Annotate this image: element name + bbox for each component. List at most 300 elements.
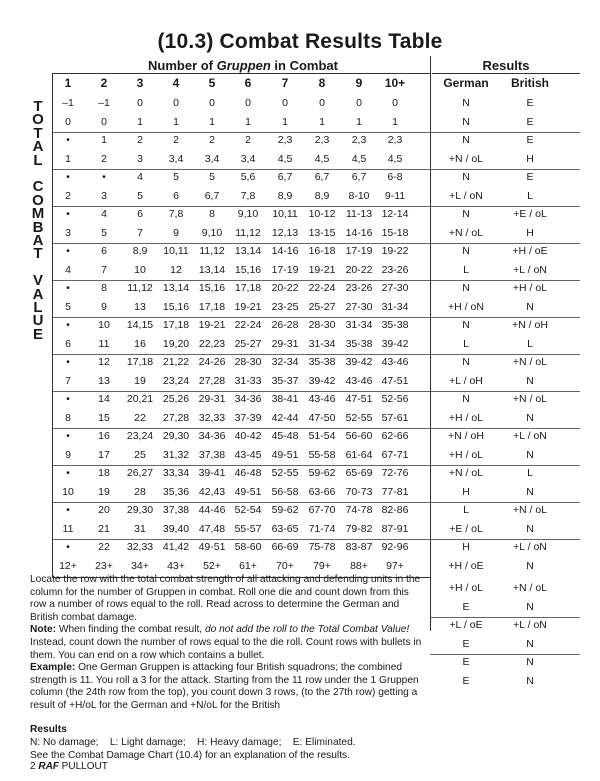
german-result: N	[462, 282, 470, 294]
side-letter: A	[32, 285, 44, 303]
british-result: N	[526, 374, 534, 387]
table-cell: 49-51	[271, 448, 299, 461]
table-cell: 2	[173, 134, 179, 146]
left-border	[52, 73, 53, 577]
instructions	[30, 574, 425, 713]
table-cell: 47-50	[308, 411, 336, 424]
table-cell: 24-26	[198, 356, 226, 368]
table-cell: 8,9	[277, 189, 293, 202]
table-cell: 1	[65, 152, 71, 165]
table-cell: 9,10	[237, 208, 259, 220]
side-letter: V	[32, 272, 43, 290]
table-cell: 61+	[239, 559, 257, 572]
table-cell: 11,12	[127, 282, 153, 294]
table-cell: 15	[98, 411, 110, 424]
british-result: +L / oN	[513, 541, 547, 553]
german-result: +H / oE	[448, 559, 484, 572]
german-result: N	[462, 356, 470, 368]
table-cell: 75-78	[308, 541, 336, 553]
column-number: 6	[244, 76, 252, 90]
table-cell: •	[66, 245, 70, 257]
table-cell: 52-54	[234, 504, 262, 516]
table-cell: 9	[173, 226, 179, 239]
table-cell: 9	[65, 448, 71, 461]
table-cell: 17-19	[271, 263, 299, 276]
german-result: N	[462, 319, 470, 331]
table-cell: 39-41	[198, 467, 226, 479]
table-cell: 5	[101, 226, 107, 239]
british-result: +N / oL	[512, 582, 548, 594]
results-legend	[30, 723, 590, 762]
british-result: +L / oN	[513, 263, 547, 276]
german-result: H	[462, 541, 470, 553]
side-letter: O	[32, 191, 44, 209]
table-cell: 12-14	[381, 208, 409, 220]
results-divider	[430, 56, 431, 631]
german-result: +N / oL	[448, 152, 484, 165]
table-cell: 2,3	[387, 134, 403, 146]
table-cell: 3,4	[168, 152, 184, 165]
table-cell: 0	[319, 97, 325, 109]
table-cell: 2,3	[351, 134, 367, 146]
german-result: +L / oE	[449, 619, 483, 631]
table-cell: 0	[65, 115, 71, 128]
table-cell: 13	[134, 300, 146, 313]
table-cell: 37-39	[234, 411, 262, 424]
table-cell: 61-64	[345, 448, 373, 461]
table-cell: 12	[98, 356, 110, 368]
table-cell: 6,7	[314, 171, 330, 183]
table-cell: 28	[134, 485, 146, 498]
table-cell: 43-46	[381, 356, 409, 368]
table-cell: 47,48	[198, 522, 226, 535]
table-cell: 10,11	[163, 245, 189, 257]
british-result: L	[527, 189, 533, 202]
table-cell: 31-33	[234, 374, 262, 387]
side-letter: E	[32, 325, 43, 343]
table-cell: 10,11	[272, 208, 298, 220]
british-result: +E / oL	[513, 208, 547, 220]
table-cell: 4	[65, 263, 71, 276]
british-result: H	[526, 152, 534, 165]
table-cell: 6	[173, 189, 179, 202]
table-cell: 2	[101, 152, 107, 165]
table-cell: 71-74	[308, 522, 336, 535]
table-cell: •	[66, 134, 70, 146]
table-cell: 8	[209, 208, 215, 220]
table-cell: 22-24	[308, 282, 336, 294]
table-cell: 9,10	[201, 226, 223, 239]
german-result: E	[462, 600, 470, 613]
table-cell: 34-36	[234, 393, 262, 405]
table-cell: 26,27	[126, 467, 154, 479]
table-cell: 20-22	[345, 263, 373, 276]
table-cell: 29-31	[198, 393, 226, 405]
table-cell: 4	[101, 208, 107, 220]
table-cell: 11	[98, 337, 110, 350]
table-cell: 17,18	[234, 282, 262, 294]
table-cell: 25-27	[234, 337, 262, 350]
british-result: L	[527, 337, 533, 350]
british-result: E	[526, 115, 534, 128]
table-cell: 31-34	[381, 300, 409, 313]
table-cell: 27-30	[345, 300, 373, 313]
table-cell: 12,13	[271, 226, 299, 239]
british-result: H	[526, 226, 534, 239]
table-cell: 97+	[386, 559, 404, 572]
table-cell: 5	[137, 189, 143, 202]
table-cell: 29,30	[126, 504, 154, 516]
table-cell: 52+	[203, 559, 221, 572]
table-cell: 35-38	[381, 319, 409, 331]
german-result: L	[463, 263, 469, 276]
table-cell: 6,7	[351, 171, 367, 183]
legend-items: N: No damage; L: Light damage; H: Heavy damage; E: Eliminated.	[30, 737, 356, 748]
german-result: N	[462, 171, 470, 183]
table-cell: 19-22	[381, 245, 409, 257]
table-cell: 15,16	[234, 263, 262, 276]
column-number: 9	[355, 76, 363, 90]
table-cell: 3	[65, 226, 71, 239]
table-cell: 9-11	[384, 189, 406, 202]
table-cell: 4,5	[387, 152, 403, 165]
german-result: +L / oN	[449, 189, 483, 202]
table-cell: 3	[101, 189, 107, 202]
side-letter: L	[33, 151, 43, 169]
table-cell: 0	[209, 97, 215, 109]
table-cell: 70-73	[345, 485, 373, 498]
table-cell: 47-51	[345, 393, 373, 405]
table-cell: 62-66	[381, 430, 409, 442]
british-result: E	[526, 97, 534, 109]
table-cell: 49-51	[198, 541, 226, 553]
table-cell: 3,4	[204, 152, 220, 165]
side-letter: A	[32, 232, 44, 249]
table-cell: •	[66, 356, 70, 368]
german-result: L	[463, 504, 469, 516]
table-cell: 23-26	[381, 263, 409, 276]
table-cell: 19	[134, 374, 146, 387]
table-cell: 0	[392, 97, 398, 109]
german-result: +H / oL	[448, 582, 484, 594]
british-result: N	[526, 559, 534, 572]
table-cell: 13,14	[234, 245, 262, 257]
german-result: +E / oL	[449, 522, 483, 535]
table-cell: 28-30	[308, 319, 336, 331]
british-result: N	[526, 522, 534, 535]
column-number: 5	[208, 76, 216, 90]
british-result: E	[526, 134, 534, 146]
table-cell: 13,14	[162, 282, 190, 294]
british-result: N	[526, 656, 534, 668]
side-letter: U	[32, 312, 44, 330]
table-cell: 31	[134, 522, 146, 535]
table-cell: 23,24	[126, 430, 154, 442]
table-cell: 39-42	[381, 337, 409, 350]
table-cell: 55-58	[308, 448, 336, 461]
british-result: L	[527, 467, 533, 479]
table-cell: 44-46	[198, 504, 226, 516]
table-cell: 17,18	[198, 300, 226, 313]
table-cell: 22	[134, 411, 146, 424]
side-letter: A	[32, 138, 44, 156]
table-cell: 55-57	[234, 522, 262, 535]
british-result: +H / oL	[512, 282, 548, 294]
table-cell: 2,3	[314, 134, 330, 146]
table-cell: •	[66, 504, 70, 516]
table-cell: 1	[319, 115, 325, 128]
table-cell: 12	[170, 263, 182, 276]
table-cell: •	[66, 282, 70, 294]
table-cell: –1	[98, 97, 110, 109]
table-cell: 17,18	[126, 356, 154, 368]
table-cell: 17	[98, 448, 110, 461]
table-cell: •	[66, 467, 70, 479]
table-cell: 49-51	[234, 485, 262, 498]
table-cell: 2	[209, 134, 215, 146]
table-cell: 17,18	[162, 319, 190, 331]
british-result: +L / oN	[513, 430, 547, 442]
table-cell: 15,16	[198, 282, 226, 294]
table-cell: 13-15	[308, 226, 336, 239]
table-cell: 32,33	[126, 541, 154, 553]
table-cell: 11,12	[235, 226, 261, 239]
table-cell: 4	[137, 171, 143, 183]
side-letter: L	[33, 299, 43, 316]
table-cell: 0	[356, 97, 362, 109]
british-result: +L / oN	[513, 619, 547, 631]
table-cell: 37,38	[198, 448, 226, 461]
table-cell: •	[66, 393, 70, 405]
side-letter: C	[32, 178, 44, 196]
table-cell: 15,16	[162, 300, 190, 313]
table-cell: 58-60	[234, 541, 262, 553]
table-cell: 23-25	[271, 300, 299, 313]
british-result: +N / oL	[512, 504, 548, 516]
table-cell: •	[66, 171, 70, 183]
table-cell: 92-96	[381, 541, 409, 553]
table-cell: 7	[101, 263, 107, 276]
table-cell: 65-69	[345, 467, 373, 479]
table-cell: 2	[245, 134, 251, 146]
table-cell: 26-28	[271, 319, 299, 331]
table-cell: 23,24	[162, 374, 190, 387]
table-cell: 8,9	[314, 189, 330, 202]
german-result: +H / oL	[448, 448, 484, 461]
british-result: N	[526, 300, 534, 313]
table-cell: 67-71	[381, 448, 409, 461]
german-result: E	[462, 637, 470, 650]
table-cell: 82-86	[381, 504, 409, 516]
table-cell: 20,21	[126, 393, 154, 405]
table-cell: 33,34	[162, 467, 190, 479]
table-cell: 6	[137, 208, 143, 220]
german-result: +H / oN	[448, 300, 484, 313]
table-cell: 27,28	[198, 374, 226, 387]
table-cell: 35-37	[271, 374, 299, 387]
british-result: +H / oE	[512, 245, 548, 257]
table-cell: 25-27	[308, 300, 336, 313]
table-cell: 25	[134, 448, 146, 461]
table-cell: 4,5	[314, 152, 330, 165]
table-cell: 5	[173, 171, 179, 183]
british-result: N	[526, 674, 534, 687]
table-cell: 27,28	[162, 411, 190, 424]
table-cell: 63-65	[271, 522, 299, 535]
british-header: British	[510, 76, 550, 90]
table-cell: 17-19	[345, 245, 373, 257]
german-result: N	[462, 208, 470, 220]
table-cell: 56-58	[271, 485, 299, 498]
table-cell: 66-69	[271, 541, 299, 553]
german-result: E	[462, 656, 470, 668]
table-cell: 63-66	[308, 485, 336, 498]
german-result: N	[462, 115, 470, 128]
table-cell: 8,9	[132, 245, 148, 257]
table-cell: 6	[101, 245, 107, 257]
table-cell: 0	[137, 97, 143, 109]
table-cell: 57-61	[381, 411, 409, 424]
column-number: 3	[136, 76, 144, 90]
british-result: N	[526, 448, 534, 461]
table-cell: 20	[98, 504, 110, 516]
column-number: 2	[100, 76, 108, 90]
table-cell: 43+	[167, 559, 185, 572]
table-cell: 16-18	[308, 245, 336, 257]
table-cell: 5	[65, 300, 71, 313]
table-cell: 37,38	[162, 504, 190, 516]
table-cell: 5	[209, 171, 215, 183]
table-cell: 72-76	[381, 467, 409, 479]
table-cell: 10-12	[308, 208, 336, 220]
table-cell: •	[66, 319, 70, 331]
table-cell: 46-48	[234, 467, 262, 479]
side-letter: T	[33, 245, 43, 263]
table-cell: 21	[98, 522, 110, 535]
table-cell: 23-26	[345, 282, 373, 294]
table-cell: 19-21	[308, 263, 336, 276]
side-letter: M	[31, 205, 45, 223]
table-cell: 35,36	[162, 485, 190, 498]
table-cell: 19-21	[198, 319, 226, 331]
british-result: +N / oL	[512, 393, 548, 405]
table-cell: 52-55	[345, 411, 373, 424]
column-number: 10+	[384, 76, 406, 90]
table-cell: 8	[65, 411, 71, 424]
table-cell: •	[66, 208, 70, 220]
header-rule	[52, 73, 430, 74]
table-cell: 87-91	[381, 522, 409, 535]
german-result: +H / oL	[448, 411, 484, 424]
table-cell: 1	[282, 115, 288, 128]
table-cell: 10	[62, 485, 74, 498]
german-result: +N / oL	[448, 226, 484, 239]
german-result: N	[462, 134, 470, 146]
table-cell: 35-38	[345, 337, 373, 350]
column-number: 4	[172, 76, 180, 90]
table-cell: 14-16	[271, 245, 299, 257]
table-cell: 1	[392, 115, 398, 128]
table-cell: 25,26	[162, 393, 190, 405]
table-cell: 13	[98, 374, 110, 387]
table-cell: 5,6	[240, 171, 256, 183]
side-letter: O	[32, 111, 44, 129]
table-cell: 6,7	[277, 171, 293, 183]
table-cell: 32,33	[198, 411, 226, 424]
table-cell: 4,5	[277, 152, 293, 165]
note-paragraph: Note: When finding the combat result, do not add the roll to the Total Combat Value! Instead, count down the number of rows equal to the die roll. Count rows with bullets in them. You can end on a row which contains a bullet.	[30, 624, 422, 661]
german-result: N	[462, 97, 470, 109]
table-cell: 45-48	[271, 430, 299, 442]
table-cell: 23+	[95, 559, 113, 572]
legend-see: See the Combat Damage Chart (10.4) for an explanation of the results.	[30, 750, 350, 761]
table-cell: 41,42	[162, 541, 190, 553]
table-cell: •	[66, 430, 70, 442]
table-cell: –1	[62, 97, 74, 109]
table-cell: 19-21	[234, 300, 262, 313]
table-cell: 70+	[276, 559, 294, 572]
british-result: N	[526, 637, 534, 650]
table-cell: 11-13	[345, 208, 373, 220]
table-cell: 9	[101, 300, 107, 313]
side-letter: T	[33, 98, 43, 115]
table-cell: 39-42	[308, 374, 336, 387]
table-cell: 52-55	[271, 467, 299, 479]
german-result: L	[463, 337, 469, 350]
table-cell: 79-82	[345, 522, 373, 535]
instructions-paragraph: Locate the row with the total combat strength of all attacking and defending units in the column for the number of Gruppen in combat. Roll one die and count down from this row a number of rows equal to the roll. Read across to determine the German and British combat damage.	[30, 574, 421, 623]
side-letter: T	[33, 124, 43, 142]
table-cell: 42,43	[198, 485, 226, 498]
results-header-rule	[432, 73, 580, 74]
table-cell: 43-46	[345, 374, 373, 387]
table-cell: 16	[98, 430, 110, 442]
column-number: 7	[281, 76, 289, 90]
table-cell: 10	[98, 319, 110, 331]
british-result: E	[526, 171, 534, 183]
table-cell: 3	[137, 152, 143, 165]
british-result: N	[526, 485, 534, 498]
table-cell: 1	[209, 115, 215, 128]
german-result: +N / oH	[448, 430, 484, 442]
row-divider	[430, 654, 580, 655]
column-number: 8	[318, 76, 326, 90]
table-cell: 38-41	[271, 393, 299, 405]
german-result: H	[462, 485, 470, 498]
table-cell: 7	[65, 374, 71, 387]
table-cell: 29,30	[162, 430, 190, 442]
table-cell: 32-34	[271, 356, 299, 368]
gruppen-header: Number of Gruppen in Combat	[148, 58, 338, 73]
table-cell: 8	[101, 282, 107, 294]
table-cell: 77-81	[381, 485, 409, 498]
table-cell: 59-62	[308, 467, 336, 479]
table-cell: 22-24	[234, 319, 262, 331]
table-cell: 31-34	[345, 319, 373, 331]
table-cell: 1	[356, 115, 362, 128]
page-footer: 2 RAF PULLOUT	[30, 761, 108, 772]
table-cell: 7	[137, 226, 143, 239]
table-cell: 1	[245, 115, 251, 128]
table-cell: 0	[101, 115, 107, 128]
table-cell: 2	[137, 134, 143, 146]
table-cell: 29-31	[271, 337, 299, 350]
table-cell: 35-38	[308, 356, 336, 368]
table-cell: 43-45	[234, 448, 262, 461]
column-number: 1	[64, 76, 72, 90]
side-letter: B	[32, 218, 44, 236]
table-cell: 14	[98, 393, 110, 405]
